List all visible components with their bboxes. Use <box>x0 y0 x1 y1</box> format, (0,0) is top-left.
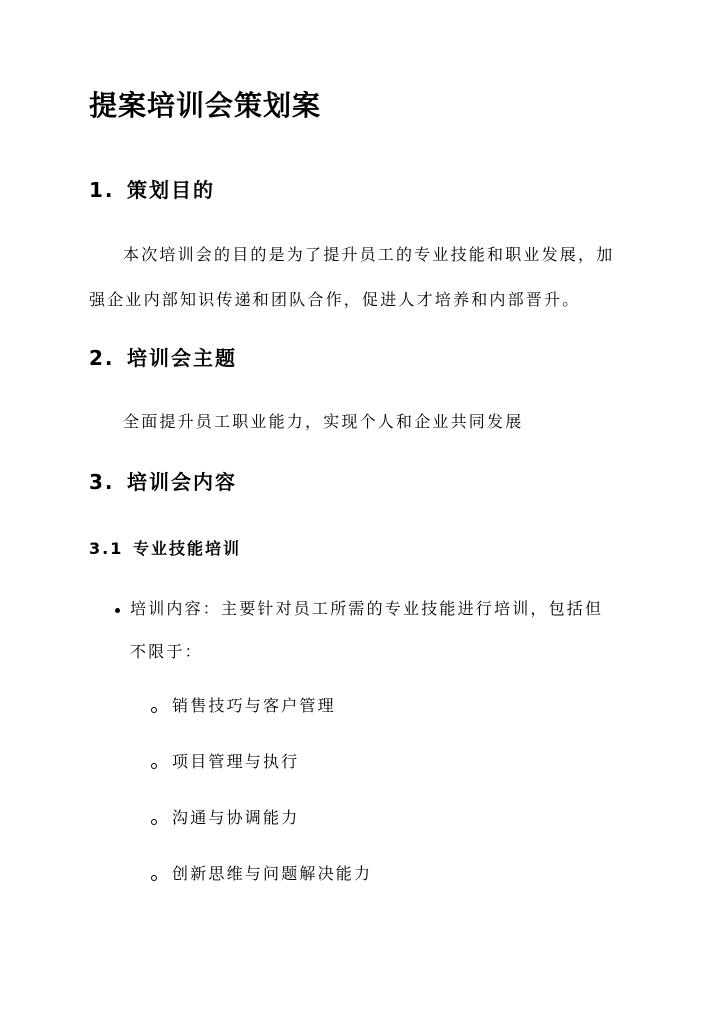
sub-list-item: 项目管理与执行 <box>172 752 300 771</box>
bullet-line: 培训内容：主要针对员工所需的专业技能进行培训，包括但 <box>130 599 604 618</box>
section-heading-2 <box>89 344 237 372</box>
section-number: 1. <box>89 178 115 202</box>
circle-bullet-icon <box>151 707 157 713</box>
paragraph-line: 强企业内部知识传递和团队合作，促进人才培养和内部晋升。 <box>89 290 581 309</box>
section-heading-text: 培训会主题 <box>127 346 237 370</box>
subsection-heading-3-1 <box>89 537 241 561</box>
subsection-number: 3.1 <box>89 539 124 558</box>
circle-bullet-icon <box>151 875 157 881</box>
subsection-heading-text: 专业技能培训 <box>133 539 242 558</box>
section-heading-text: 培训会内容 <box>127 470 237 494</box>
sub-list-item: 沟通与协调能力 <box>172 808 300 827</box>
circle-bullet-icon <box>151 763 157 769</box>
sub-list-item: 创新思维与问题解决能力 <box>172 864 373 883</box>
bullet-line: 不限于： <box>130 642 203 661</box>
section-number: 3. <box>89 470 115 494</box>
section-heading-3 <box>89 468 237 496</box>
paragraph-line: 本次培训会的目的是为了提升员工的专业技能和职业发展，加 <box>123 245 615 264</box>
section-heading-1 <box>89 176 215 204</box>
section-number: 2. <box>89 346 115 370</box>
paragraph-line: 全面提升员工职业能力，实现个人和企业共同发展 <box>123 412 524 431</box>
circle-bullet-icon <box>151 819 157 825</box>
section-heading-text: 策划目的 <box>127 178 215 202</box>
document-title: 提案培训会策划案 <box>89 89 322 122</box>
bullet-dot-icon <box>115 608 120 613</box>
sub-list-item: 销售技巧与客户管理 <box>172 696 336 715</box>
